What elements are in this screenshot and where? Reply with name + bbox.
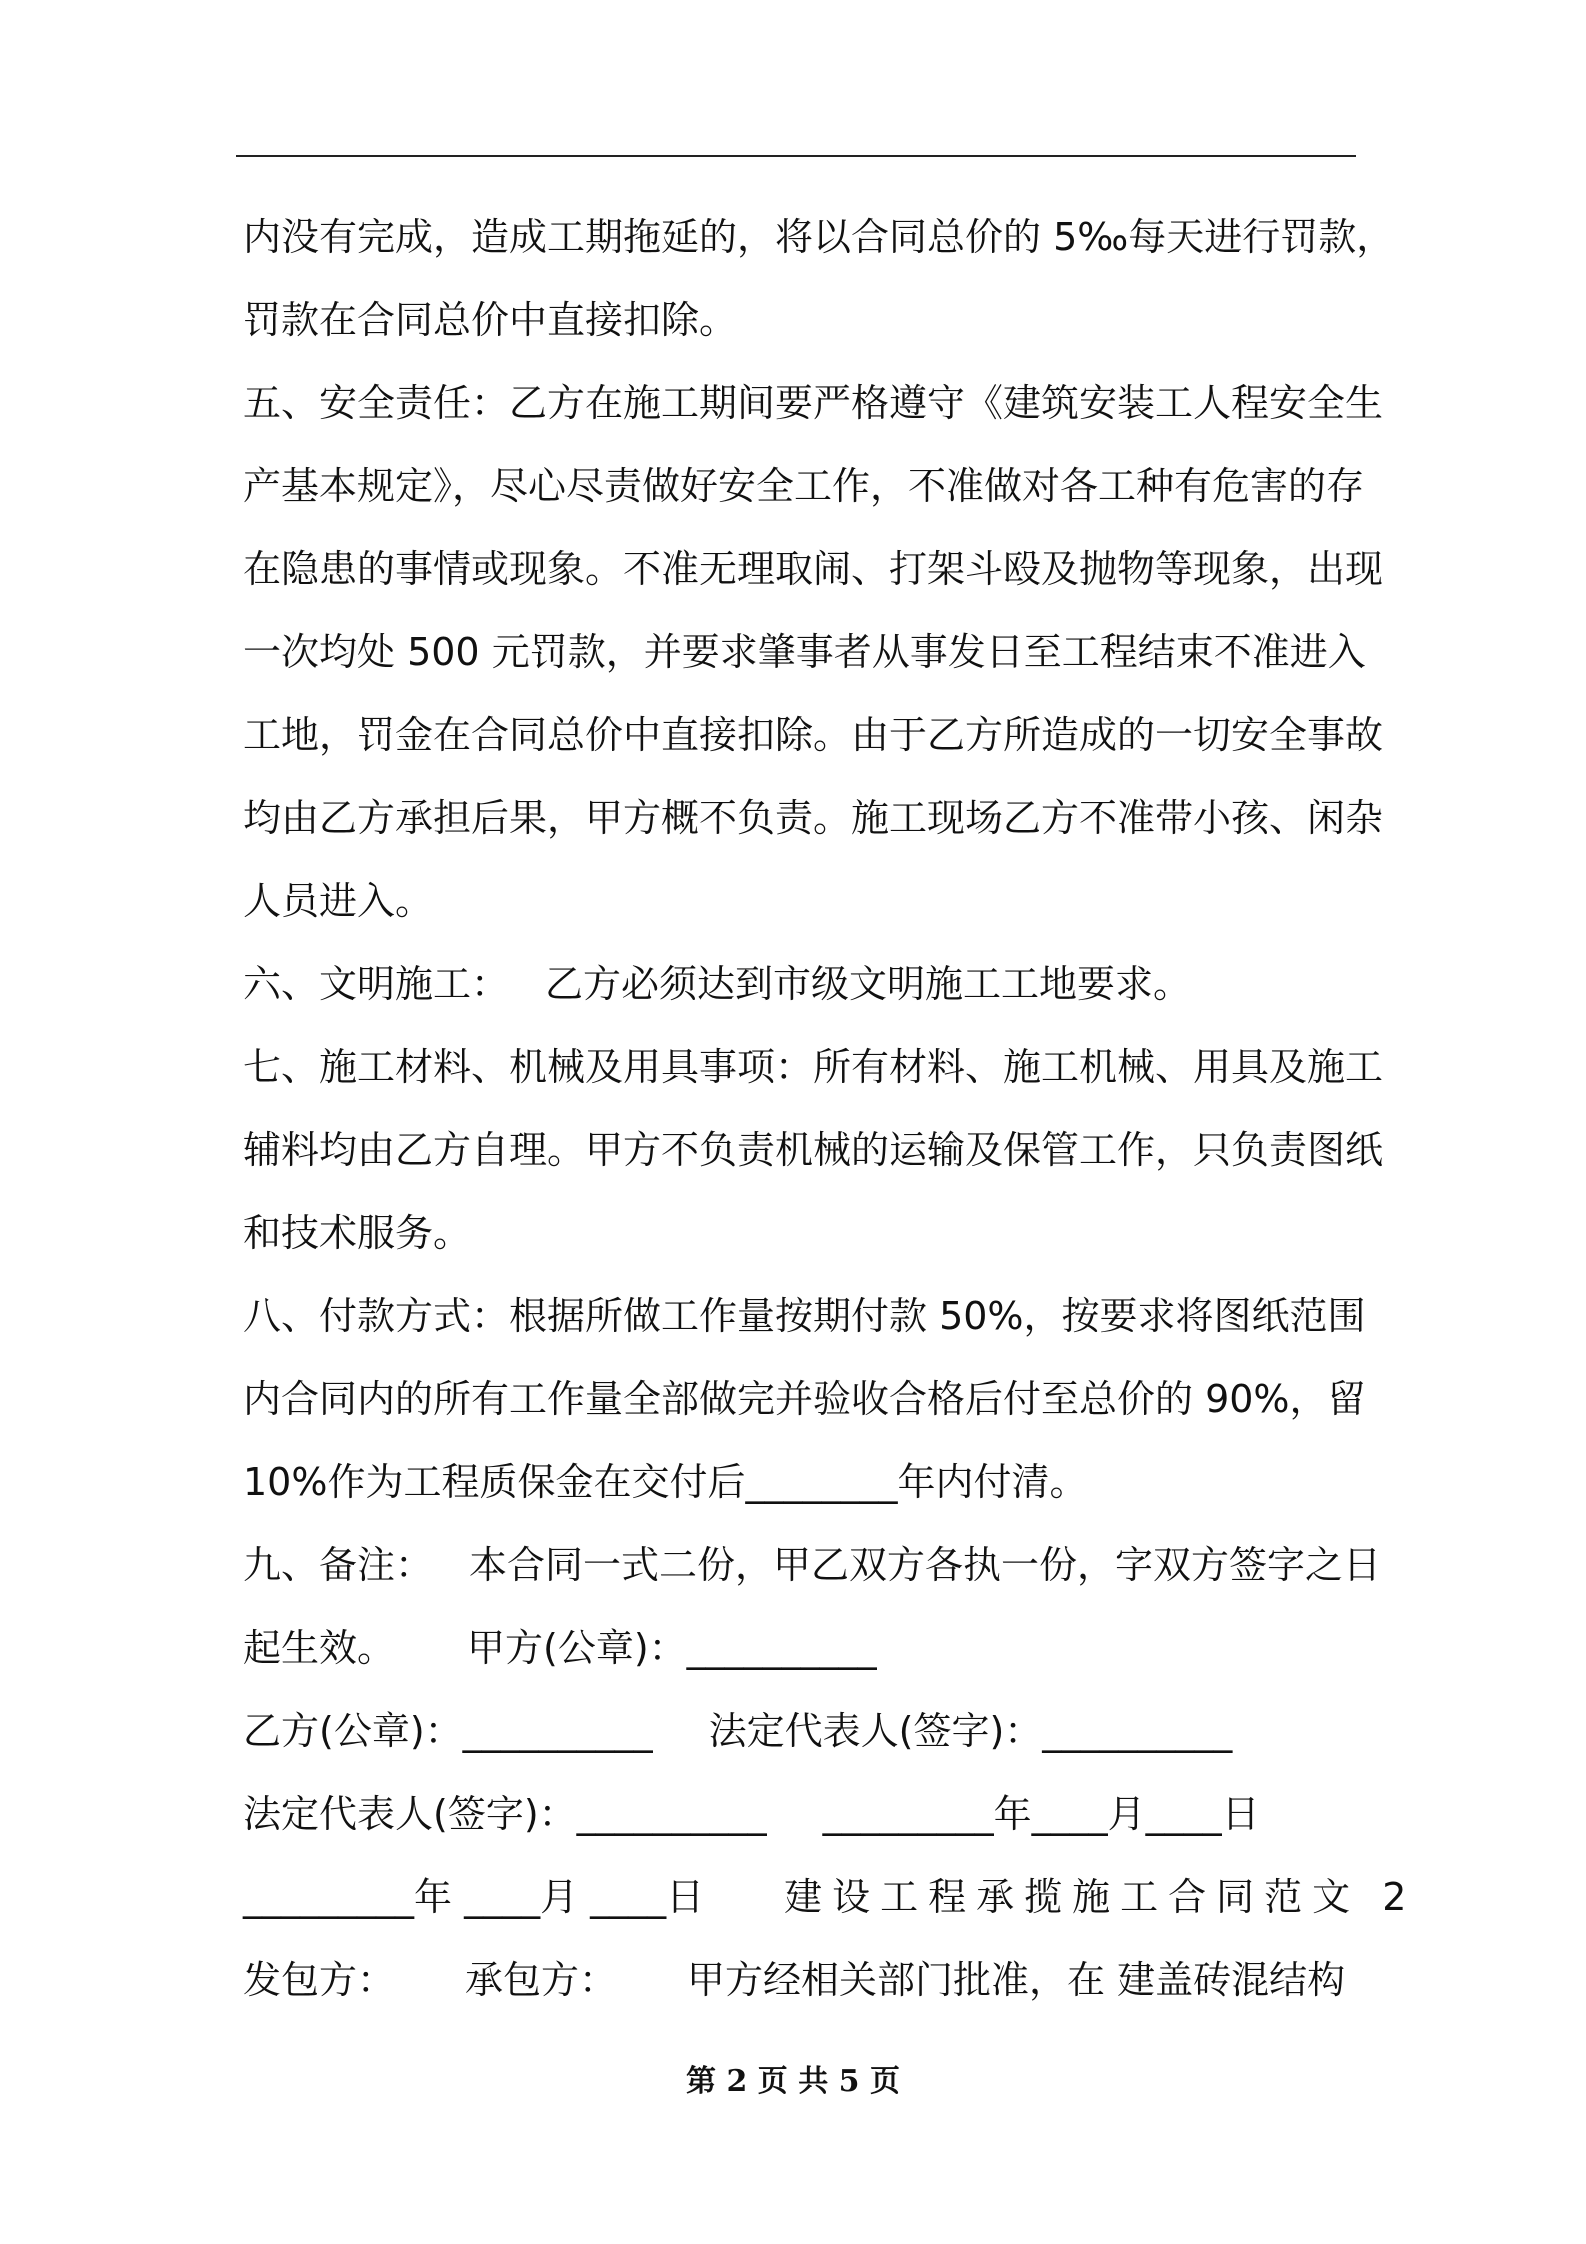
next-contract-title: 建设工程承揽施工合同范文 2 [784, 1875, 1417, 1919]
employer-label: 发包方： [243, 1958, 396, 2002]
party-a-seal: 甲方(公章)：__________ [467, 1626, 877, 1670]
text-line: 辅料均由乙方自理。甲方不负责机械的运输及保管工作，只负责图纸 [243, 1128, 1384, 1172]
text-line: 均由乙方承担后果，甲方概不负责。施工现场乙方不准带小孩、闲杂 [243, 796, 1384, 840]
header-rule [236, 155, 1356, 157]
text-line: 产基本规定》，尽心尽责做好安全工作，不准做对各工种有危害的存 [243, 464, 1365, 508]
text-line: 五、安全责任：乙方在施工期间要严格遵守《建筑安装工人程安全生 [243, 381, 1384, 425]
text-line: 罚款在合同总价中直接扣除。 [243, 298, 738, 342]
text-line: 内没有完成，造成工期拖延的，将以合同总价的 5‰每天进行罚款， [243, 215, 1395, 259]
section-9-text: 本合同一式二份，甲乙双方各执一份，字双方签字之日 [469, 1543, 1382, 1587]
text-line: 10%作为工程质保金在交付后________年内付清。 [243, 1460, 1088, 1504]
document-body [243, 196, 1417, 2022]
legal-rep-signature-a: 法定代表人(签字)：__________ [708, 1709, 1233, 1753]
page-footer: 第 2 页 共 5 页 [686, 2064, 900, 2099]
signing-date-b: _________年 ____月 ____日 [243, 1875, 705, 1919]
section-6-text: 乙方必须达到市级文明施工工地要求。 [545, 962, 1192, 1006]
effective-text: 起生效。 [243, 1626, 396, 1670]
section-9-line [243, 1524, 1382, 1607]
text-line: 内合同内的所有工作量全部做完并验收合格后付至总价的 90%，留 [243, 1377, 1366, 1421]
text-line: 八、付款方式：根据所做工作量按期付款 50%，按要求将图纸范围 [243, 1294, 1366, 1338]
party-b-line [243, 1690, 1363, 1773]
text-line: 一次均处 500 元罚款，并要求肇事者从事发日至工程结束不准进入 [243, 630, 1366, 674]
contractor-label: 承包方： [465, 1958, 618, 2002]
text-line: 工地，罚金在合同总价中直接扣除。由于乙方所造成的一切安全事故 [243, 713, 1384, 757]
legal-rep-line [243, 1773, 1363, 1856]
text-line: 在隐患的事情或现象。不准无理取闹、打架斗殴及抛物等现象，出现 [243, 547, 1384, 591]
section-6-label: 六、文明施工： [243, 962, 510, 1006]
text-line: 七、施工材料、机械及用具事项：所有材料、施工机械、用具及施工 [243, 1045, 1384, 1089]
section-6-line [243, 943, 1363, 1026]
last-text: 甲方经相关部门批准，在 建盖砖混结构 [687, 1958, 1346, 2002]
section-9-label: 九、备注： [243, 1543, 434, 1587]
party-b-seal: 乙方(公章)：__________ [243, 1709, 653, 1753]
effective-line [243, 1607, 1363, 1690]
text-line: 和技术服务。 [243, 1211, 472, 1255]
date-title-line [243, 1856, 1417, 1939]
parties-line [243, 1939, 1363, 2022]
signing-date-a: _________年____月____日 [822, 1792, 1260, 1836]
legal-rep-signature-b: 法定代表人(签字)：__________ [243, 1792, 767, 1836]
text-line: 人员进入。 [243, 879, 434, 923]
